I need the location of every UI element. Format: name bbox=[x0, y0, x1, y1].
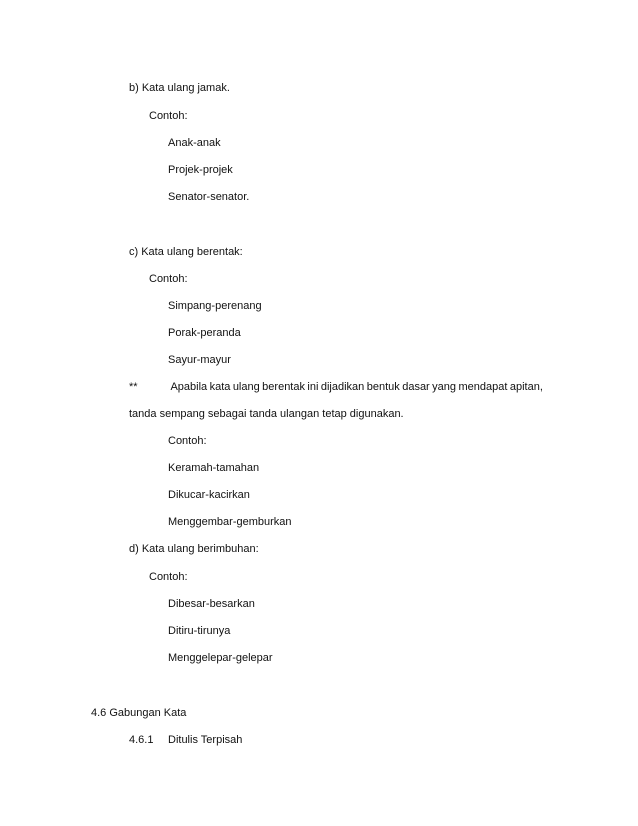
note-word: berentak bbox=[262, 381, 305, 393]
section-b-example: Projek-projek bbox=[168, 164, 233, 176]
note-word: dasar bbox=[402, 381, 430, 393]
note-example: Menggembar-gemburkan bbox=[168, 516, 292, 528]
note-contoh-label: Contoh: bbox=[168, 435, 207, 447]
section-d-contoh-label: Contoh: bbox=[149, 571, 188, 583]
section-b-example: Anak-anak bbox=[168, 137, 221, 149]
section-d-heading: d) Kata ulang berimbuhan: bbox=[129, 543, 259, 555]
section-b-heading: b) Kata ulang jamak. bbox=[129, 82, 230, 94]
note-example: Dikucar-kacirkan bbox=[168, 489, 250, 501]
note-word: Apabila bbox=[170, 381, 208, 393]
section-c-contoh-label: Contoh: bbox=[149, 273, 188, 285]
note-word: dijadikan bbox=[320, 381, 365, 393]
section-4-6-heading: 4.6 Gabungan Kata bbox=[91, 707, 187, 719]
section-b-example: Senator-senator. bbox=[168, 191, 250, 203]
note-word: ini bbox=[307, 381, 319, 393]
note-word: apitan, bbox=[509, 381, 543, 393]
section-c-example: Sayur-mayur bbox=[168, 354, 231, 366]
section-c-heading: c) Kata ulang berentak: bbox=[129, 246, 243, 258]
section-b-contoh-label: Contoh: bbox=[149, 110, 188, 122]
subsection-number: 4.6.1 bbox=[129, 734, 154, 746]
note-continuation: tanda sempang sebagai tanda ulangan tetap digunakan. bbox=[129, 408, 404, 420]
section-d-example: Dibesar-besarkan bbox=[168, 598, 255, 610]
note-word: mendapat bbox=[458, 381, 508, 393]
subsection-title: Ditulis Terpisah bbox=[168, 734, 243, 746]
note-first-line bbox=[129, 380, 543, 394]
note-word: kata bbox=[209, 381, 231, 393]
section-c-example: Porak-peranda bbox=[168, 327, 241, 339]
note-word: yang bbox=[432, 381, 457, 393]
note-example: Keramah-tamahan bbox=[168, 462, 260, 474]
section-d-example: Menggelepar-gelepar bbox=[168, 652, 273, 664]
section-d-example: Ditiru-tirunya bbox=[168, 625, 231, 637]
note-word: ulang bbox=[232, 381, 260, 393]
note-word: bentuk bbox=[366, 381, 400, 393]
note-marker: ** bbox=[129, 381, 138, 393]
section-c-example: Simpang-perenang bbox=[168, 300, 262, 312]
